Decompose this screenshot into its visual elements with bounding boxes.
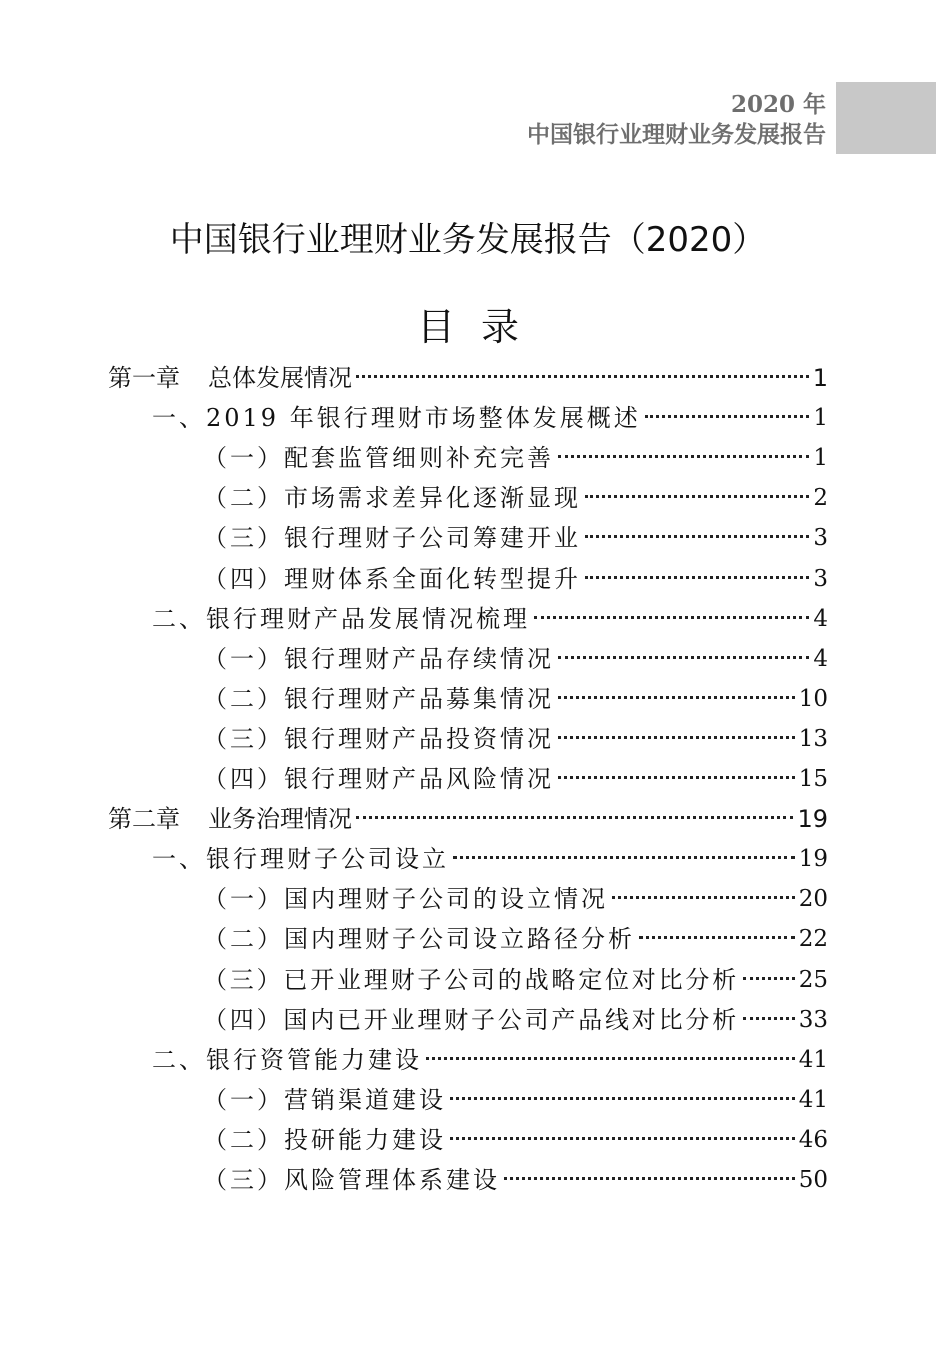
toc-entry-label: （二）国内理财子公司设立路径分析 xyxy=(203,925,635,953)
chapter-title: 业务治理情况 xyxy=(208,805,352,833)
toc-entry[interactable] xyxy=(0,799,936,839)
dot-leader xyxy=(450,1097,795,1100)
toc-entry[interactable] xyxy=(0,518,936,558)
dot-leader xyxy=(426,1057,795,1060)
toc-page-number: 33 xyxy=(798,1007,828,1033)
dot-leader xyxy=(558,656,809,659)
toc-page-number: 19 xyxy=(797,805,828,833)
toc-entry-label xyxy=(108,799,352,839)
toc-entry-label: （三）风险管理体系建设 xyxy=(203,1166,500,1194)
toc-heading: 目录 xyxy=(416,305,545,349)
toc-page-number: 41 xyxy=(798,1087,828,1113)
toc-page-number: 46 xyxy=(798,1127,828,1153)
toc-page-number: 22 xyxy=(798,926,828,952)
toc-page-number: 15 xyxy=(798,766,828,792)
toc-entry[interactable] xyxy=(0,919,936,959)
toc-entry-label: 二、银行资管能力建设 xyxy=(152,1046,422,1074)
toc-entry-label: （四）银行理财产品风险情况 xyxy=(203,765,554,793)
toc-entry-label: （四）理财体系全面化转型提升 xyxy=(203,565,581,593)
dot-leader xyxy=(743,977,795,980)
toc-page-number: 25 xyxy=(798,967,828,993)
toc-entry[interactable] xyxy=(0,759,936,799)
toc-entry-label: （三）已开业理财子公司的战略定位对比分析 xyxy=(203,966,739,994)
toc-entry[interactable] xyxy=(0,879,936,919)
toc-entry-label: （四）国内已开业理财子公司产品线对比分析 xyxy=(203,1006,739,1034)
corner-tab xyxy=(836,82,936,154)
toc-page-number: 19 xyxy=(798,846,828,872)
toc-entry-label: 二、银行理财产品发展情况梳理 xyxy=(152,605,530,633)
toc-entry[interactable] xyxy=(0,839,936,879)
dot-leader xyxy=(645,415,809,418)
dot-leader xyxy=(612,896,795,899)
toc-page-number: 1 xyxy=(812,364,828,392)
dot-leader xyxy=(356,816,793,819)
dot-leader xyxy=(558,736,795,739)
toc-entry[interactable] xyxy=(0,438,936,478)
toc-entry[interactable] xyxy=(0,639,936,679)
toc-entry-label: （二）银行理财产品募集情况 xyxy=(203,685,554,713)
dot-leader xyxy=(585,495,809,498)
toc-entry-label: （三）银行理财产品投资情况 xyxy=(203,725,554,753)
toc-entry-label: （一）国内理财子公司的设立情况 xyxy=(203,885,608,913)
toc-entry[interactable] xyxy=(0,599,936,639)
toc-page-number: 41 xyxy=(798,1047,828,1073)
dot-leader xyxy=(504,1177,795,1180)
toc-entry[interactable] xyxy=(0,1080,936,1120)
toc-entry-label: （二）投研能力建设 xyxy=(203,1126,446,1154)
toc-entry[interactable] xyxy=(0,960,936,1000)
running-header-year: 2020 年 xyxy=(730,91,826,118)
toc-page-number: 10 xyxy=(798,686,828,712)
toc-entry-label: （三）银行理财子公司筹建开业 xyxy=(203,524,581,552)
dot-leader xyxy=(450,1137,795,1140)
dot-leader xyxy=(558,455,809,458)
toc-entry-label: （一）营销渠道建设 xyxy=(203,1086,446,1114)
toc-entry-label: 一、2019 年银行理财市场整体发展概述 xyxy=(152,404,641,432)
chapter-title: 总体发展情况 xyxy=(208,364,352,392)
toc-entry[interactable] xyxy=(0,1040,936,1080)
toc-entry[interactable] xyxy=(0,478,936,518)
toc-entry[interactable] xyxy=(0,358,936,398)
dot-leader xyxy=(639,936,795,939)
dot-leader xyxy=(585,576,809,579)
toc-page-number: 3 xyxy=(813,566,828,592)
toc-entry[interactable] xyxy=(0,719,936,759)
toc-page-number: 13 xyxy=(798,726,828,752)
toc-page-number: 2 xyxy=(813,485,828,511)
toc-entry[interactable] xyxy=(0,398,936,438)
toc-entry[interactable] xyxy=(0,559,936,599)
dot-leader xyxy=(558,696,795,699)
dot-leader xyxy=(356,375,809,378)
toc-entry[interactable] xyxy=(0,1000,936,1040)
toc-entry[interactable] xyxy=(0,1160,936,1200)
chapter-number: 第二章 xyxy=(108,805,180,833)
running-header-title: 中国银行业理财业务发展报告 xyxy=(527,121,826,148)
toc-entry[interactable] xyxy=(0,1120,936,1160)
toc-page-number: 1 xyxy=(813,405,828,431)
toc-entry-label: （二）市场需求差异化逐渐显现 xyxy=(203,484,581,512)
dot-leader xyxy=(453,856,795,859)
toc-page-number: 20 xyxy=(798,886,828,912)
toc-entry-label xyxy=(108,358,352,398)
document-title: 中国银行业理财业务发展报告（2020） xyxy=(169,220,767,260)
dot-leader xyxy=(585,535,809,538)
toc-page-number: 3 xyxy=(813,525,828,551)
toc-entry-label: （一）配套监管细则补充完善 xyxy=(203,444,554,472)
toc-page-number: 1 xyxy=(813,445,828,471)
toc-entry-label: 一、银行理财子公司设立 xyxy=(152,845,449,873)
toc-page-number: 50 xyxy=(798,1167,828,1193)
dot-leader xyxy=(534,616,809,619)
toc-page-number: 4 xyxy=(813,646,828,672)
dot-leader xyxy=(743,1017,795,1020)
dot-leader xyxy=(558,776,795,779)
toc-page-number: 4 xyxy=(813,606,828,632)
chapter-number: 第一章 xyxy=(108,364,180,392)
toc-entry[interactable] xyxy=(0,679,936,719)
toc-entry-label: （一）银行理财产品存续情况 xyxy=(203,645,554,673)
